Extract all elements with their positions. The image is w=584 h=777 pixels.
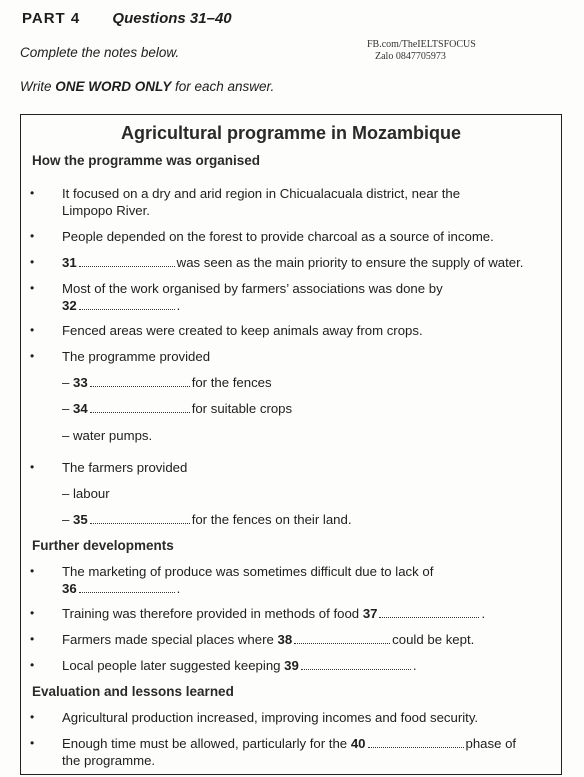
dash: – <box>62 401 70 416</box>
period: . <box>412 658 417 673</box>
bullet-icon: • <box>30 229 35 243</box>
section-heading-evaluation: Evaluation and lessons learned <box>32 684 234 699</box>
note-region-line2: Limpopo River. <box>62 203 150 218</box>
sub-note-q33 <box>62 374 272 391</box>
bullet-icon: • <box>30 255 35 269</box>
bullet-icon: • <box>30 710 35 724</box>
note-q40 <box>62 735 558 769</box>
question-number-31: 31 <box>62 255 77 270</box>
section-heading-organised: How the programme was organised <box>32 153 261 168</box>
notes-box <box>20 114 562 775</box>
question-number-38: 38 <box>277 632 293 647</box>
note-q31 <box>62 254 558 271</box>
sub-note-q34 <box>62 400 292 417</box>
watermark-facebook: FB.com/TheIELTSFOCUS <box>367 39 476 50</box>
part-label: PART 4 <box>22 10 81 27</box>
note-q38 <box>62 631 558 648</box>
question-number-40: 40 <box>350 736 366 751</box>
watermark <box>367 39 476 63</box>
note-fenced-areas: Fenced areas were created to keep animals away from crops. <box>62 323 423 338</box>
sub-note-q35-text: for the fences on their land. <box>191 512 352 527</box>
watermark-zalo: Zalo 0847705973 <box>375 51 446 62</box>
note-q32-line1: Most of the work organised by farmers’ associations was done by <box>62 281 443 296</box>
dash: – <box>62 512 70 527</box>
bullet-icon: • <box>30 632 35 646</box>
notes-title: Agricultural programme in Mozambique <box>120 123 462 143</box>
dash: – <box>62 375 70 390</box>
period: . <box>176 298 181 313</box>
answer-blank-34[interactable] <box>90 402 190 413</box>
instruction-word-limit-post: for each answer. <box>171 79 275 94</box>
sub-note-labour: – labour <box>62 486 110 501</box>
bullet-icon: • <box>30 564 35 578</box>
answer-blank-40[interactable] <box>368 737 464 748</box>
sub-note-q33-text: for the fences <box>191 375 272 390</box>
questions-range: Questions 31–40 <box>112 10 232 27</box>
note-q32 <box>62 280 558 314</box>
instruction-complete-notes: Complete the notes below. <box>20 45 180 60</box>
note-q40-text: Enough time must be allowed, particularly for the <box>62 736 348 751</box>
note-q38-post: could be kept. <box>392 632 475 647</box>
sub-note-water-pumps: – water pumps. <box>62 428 153 443</box>
period: . <box>176 581 181 596</box>
bullet-icon: • <box>30 349 35 363</box>
question-number-32: 32 <box>62 298 77 313</box>
question-number-39: 39 <box>284 658 299 673</box>
bullet-icon: • <box>30 186 35 200</box>
note-farmers-provided: The farmers provided <box>62 460 188 475</box>
note-region <box>62 185 558 219</box>
question-number-37: 37 <box>362 606 378 621</box>
answer-blank-37[interactable] <box>379 607 479 618</box>
question-number-33: 33 <box>73 375 88 390</box>
bullet-icon: • <box>30 323 35 337</box>
note-region-line1: It focused on a dry and arid region in Chicualacuala district, near the <box>62 186 461 201</box>
note-q37 <box>62 605 558 622</box>
answer-blank-35[interactable] <box>90 513 190 524</box>
note-q31-text: was seen as the main priority to ensure the supply of water. <box>176 255 524 270</box>
note-q38-text: Farmers made special places where <box>62 632 274 647</box>
answer-blank-38[interactable] <box>294 633 390 644</box>
bullet-icon: • <box>30 281 35 295</box>
answer-blank-33[interactable] <box>90 376 190 387</box>
note-programme-provided: The programme provided <box>62 349 211 364</box>
answer-blank-36[interactable] <box>79 582 175 593</box>
instruction-word-limit-bold: ONE WORD ONLY <box>55 79 172 94</box>
period: . <box>481 606 486 621</box>
question-number-36: 36 <box>62 581 77 596</box>
note-q36 <box>62 563 558 597</box>
section-heading-further: Further developments <box>32 538 174 553</box>
question-number-35: 35 <box>73 512 88 527</box>
bullet-icon: • <box>30 460 35 474</box>
bullet-icon: • <box>30 736 35 750</box>
bullet-icon: • <box>30 658 35 672</box>
part-heading <box>22 10 232 27</box>
instruction-word-limit-pre: Write <box>20 79 56 94</box>
note-q40-post: phase of <box>465 736 517 751</box>
answer-blank-39[interactable] <box>301 659 411 670</box>
note-production: Agricultural production increased, improving incomes and food security. <box>62 710 479 725</box>
note-q36-line1: The marketing of produce was sometimes difficult due to lack of <box>62 564 434 579</box>
question-number-34: 34 <box>73 401 88 416</box>
answer-blank-32[interactable] <box>79 299 175 310</box>
instruction-word-limit <box>20 79 274 94</box>
sub-note-q35 <box>62 511 352 528</box>
note-q37-text: Training was therefore provided in methods of food <box>62 606 360 621</box>
sub-note-q34-text: for suitable crops <box>191 401 293 416</box>
answer-blank-31[interactable] <box>79 256 175 267</box>
note-q40-line2: the programme. <box>62 753 156 768</box>
bullet-icon: • <box>30 606 35 620</box>
note-q39-text: Local people later suggested keeping <box>62 658 281 673</box>
note-charcoal: People depended on the forest to provide charcoal as a source of income. <box>62 229 494 244</box>
note-q39 <box>62 657 558 674</box>
